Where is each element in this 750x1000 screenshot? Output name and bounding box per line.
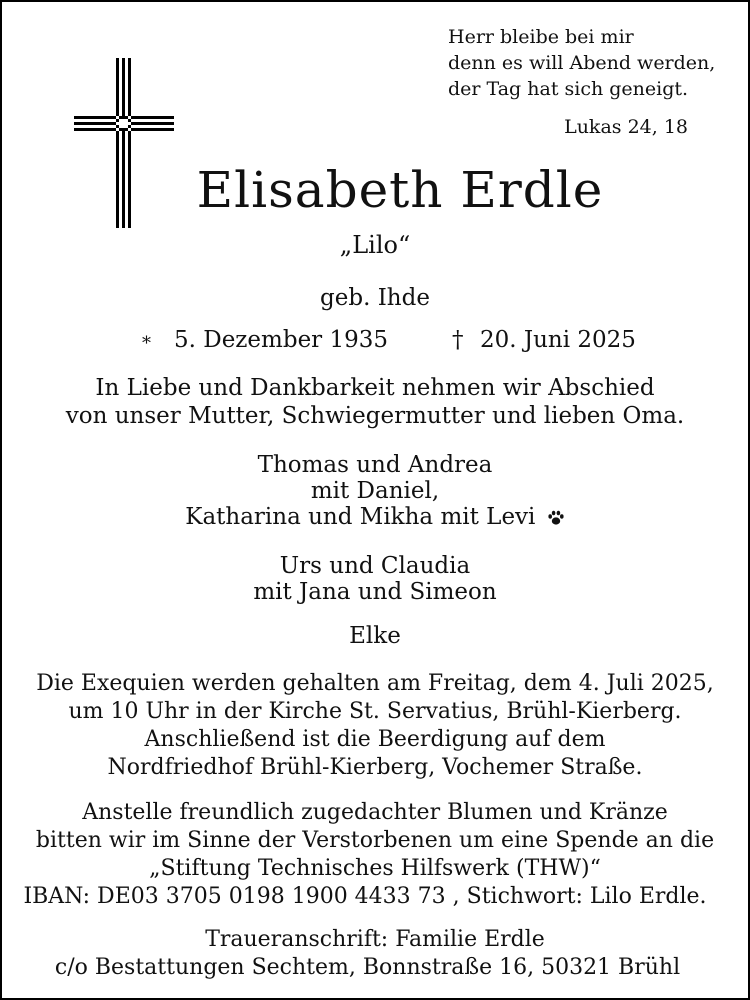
paw-print-icon [547, 509, 565, 527]
death-cross-icon: † [452, 327, 464, 353]
donation-line: „Stiftung Technisches Hilfswerk (THW)“ [149, 856, 601, 881]
family-line: Katharina und Mikha mit Levi [185, 504, 536, 530]
iban-line: IBAN: DE03 3705 0198 1900 4433 73 , Stichwort: Lilo Erdle. [23, 884, 707, 909]
deceased-name: Elisabeth Erdle [196, 161, 604, 219]
family-line: Elke [349, 623, 401, 649]
bible-verse [448, 24, 715, 102]
verse-line: denn es will Abend werden, [448, 52, 716, 74]
family-line: Urs und Claudia [279, 553, 471, 579]
deceased-nickname: „Lilo“ [339, 231, 411, 259]
service-line: Nordfriedhof Brühl-Kierberg, Vochemer Straße. [107, 755, 643, 780]
farewell-text [2, 374, 748, 430]
donation-request [2, 799, 748, 911]
birth-date: 5. Dezember 1935 [174, 327, 389, 353]
family-line-with-pet [2, 504, 748, 530]
family-group [2, 452, 748, 530]
mourning-address [2, 926, 748, 982]
verse-line: Herr bleibe bei mir [448, 26, 634, 48]
family-group [2, 553, 748, 605]
family-line: Thomas und Andrea [257, 452, 493, 478]
farewell-line: von unser Mutter, Schwiegermutter und lieben Oma. [65, 403, 685, 429]
family-line: mit Jana und Simeon [253, 579, 497, 605]
funeral-service-info [2, 670, 748, 782]
family-group [2, 622, 748, 650]
service-line: Anschließend ist die Beerdigung auf dem [144, 727, 606, 752]
address-line: c/o Bestattungen Sechtem, Bonnstraße 16, 50321 Brühl [54, 955, 681, 980]
service-line: um 10 Uhr in der Kirche St. Servatius, Brühl-Kierberg. [68, 699, 682, 724]
donation-line: Anstelle freundlich zugedachter Blumen und Kränze [82, 800, 668, 825]
donation-line: bitten wir im Sinne der Verstorbenen um eine Spende an die [35, 828, 715, 853]
address-line: Traueranschrift: Familie Erdle [205, 927, 545, 952]
service-line: Die Exequien werden gehalten am Freitag, dem 4. Juli 2025, [36, 671, 714, 696]
birth-star-icon: * [142, 333, 151, 354]
verse-line: der Tag hat sich geneigt. [448, 78, 689, 100]
maiden-name: geb. Ihde [320, 285, 430, 311]
farewell-line: In Liebe und Dankbarkeit nehmen wir Abschied [95, 375, 655, 401]
verse-reference: Lukas 24, 18 [564, 116, 688, 138]
death-date: 20. Juni 2025 [480, 327, 636, 353]
family-line: mit Daniel, [310, 478, 440, 504]
